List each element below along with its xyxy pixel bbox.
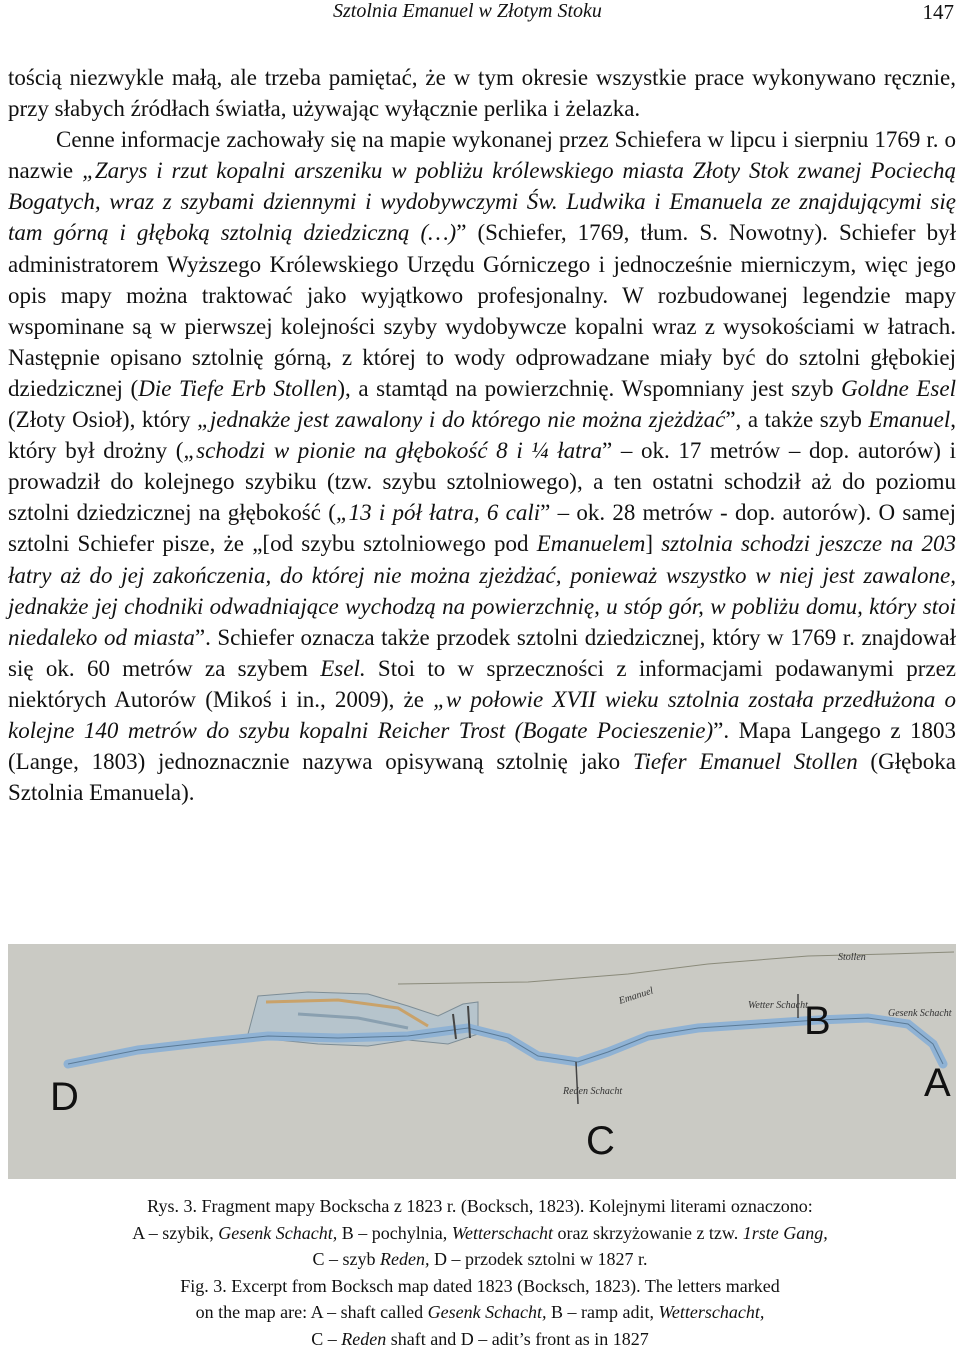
map-figure: [8, 944, 956, 1179]
caption-text: B – ramp adit,: [546, 1302, 659, 1322]
caption-term: Reden: [341, 1328, 387, 1349]
caption-term: 1rste Gang,: [742, 1222, 828, 1243]
quote-title: „Zarys i rzut kopalni arszeniku w pobliżu królewskiego miasta Złoty Stok zwanej Pociechą Bogatych, wraz z szybami dziennymi i wydobywczymi Św. Ludwika i Emanuela ze znajdującymi się tam górną i głęboką sztolnią dziedziczną (…): [8, 158, 956, 246]
caption-en-line-1: [0, 1273, 960, 1300]
page-number: 147: [922, 0, 954, 24]
page-header: [0, 0, 960, 30]
text-run: (Głęboka Sztolnia Emanuela).: [8, 749, 957, 806]
text-run: ” – ok. 28 metrów - dop. autorów). O samej sztolni Schiefer pisze, że „[od szybu sztolniowego pod: [8, 500, 956, 557]
term: Emanuel: [868, 407, 951, 433]
text-run: , który był drożny (: [8, 407, 957, 464]
term: Emanuelem: [536, 531, 646, 557]
text-run: ), a stamtąd na powierzchnię. Wspomniany jest szyb: [337, 375, 842, 401]
text-run: ”. Schiefer oznacza także przodek sztolni dziedzicznej, który w 1769 r. znajdował się ok. 60 metrów za szybem: [8, 624, 956, 681]
map-letter-a: A: [924, 1061, 951, 1105]
caption-term: Wetterschacht: [451, 1222, 554, 1243]
map-label-reden: Reden Schacht: [563, 1086, 623, 1097]
text-run: ”. Mapa Langego z 1803 (Lange, 1803) jednoznacznie nazywa opisywaną sztolnię jako: [8, 717, 956, 775]
paragraph-2: [8, 124, 956, 808]
caption-text: B – pochylnia,: [337, 1222, 452, 1243]
quote: sztolnia schodzi jeszcze na 203 łatry aż do jej zakończenia, do której nie można zjeżdżać, ponieważ wszystko w niej jest zawalone, jednakże jej chodniki odwadniające wychodzą na powierzchnię, u stóp gór, w pobliżu domu, który stoi niedaleko od miasta: [8, 531, 956, 650]
text-run: Cenne informacje zachowały się na mapie wykonanej przez Schiefera w lipcu i sierpniu 1769 r. o nazwie: [8, 127, 956, 184]
quote: „13 i pół łatra, 6 cali: [335, 500, 541, 526]
caption-en-line-2: [0, 1299, 960, 1326]
caption-text: A – szybik,: [132, 1222, 219, 1243]
text-run: ]: [645, 531, 662, 557]
map-image: [8, 944, 956, 1179]
map-label-gesenk: Gesenk Schacht: [888, 1008, 952, 1019]
caption-term: Gesenk Schacht,: [427, 1302, 547, 1322]
running-title: Sztolnia Emanuel w Złotym Stoku: [333, 0, 602, 22]
term: Esel.: [320, 655, 366, 681]
quote: „jednakże jest zawalony i do którego nie można zjeżdżać: [197, 407, 726, 433]
paragraph-1: [8, 62, 956, 124]
map-letter-c: C: [586, 1119, 615, 1163]
term: Tiefer Emanuel Stollen: [632, 749, 858, 775]
map-letter-b: B: [804, 999, 831, 1043]
map-letter-d: D: [50, 1075, 79, 1119]
text-run: ” – ok. 17 metrów – dop. autorów) i prowadził do kolejnego szybiku (tzw. szybu sztolniowego), a ten ostatni schodził aż do poziomu sztolni dziedzicznej na głębokość (: [8, 438, 956, 526]
caption-text: shaft and D – adit’s front as in 1827: [386, 1328, 649, 1349]
caption-pl-line-1: [0, 1193, 960, 1220]
caption-text: C –: [311, 1328, 342, 1349]
text-run: Stoi to w sprzeczności z informacjami podawanymi przez niektórych Autorów (Mikoś i in., 2009), że: [8, 655, 957, 712]
text-run: ” (Schiefer, 1769, tłum. S. Nowotny). Schiefer był administratorem Wyższego Królewskiego Urzędu Górniczego i jednocześnie mierniczym, więc jego opis mapy można traktować jako wyjątkowo profesjonalny. W rozbudowanej legendzie mapy wspominane są w pierwszej kolejności szyby wydobywcze kopalni wraz z wysokościami w łatrach. Następnie opisano sztolnię górną, z której to wody odprowadzane miały być do sztolni głębokiej dziedzicznej (: [8, 220, 956, 401]
caption-term: Reden,: [380, 1249, 430, 1269]
figure-caption: [0, 1193, 960, 1352]
map-label-gang: Stollen: [838, 952, 866, 963]
quote: „w połowie XVII wieku sztolnia została przedłużona o kolejne 140 metrów do szybu kopalni Reicher Trost (Bogate Pocieszenie): [8, 686, 956, 743]
caption-pl-line-2: [0, 1220, 960, 1247]
caption-text: on the map are: A – shaft called: [195, 1302, 428, 1322]
text-run: tością niezwykle małą, ale trzeba pamiętać, że w tym okresie wszystkie prace wykonywano ręcznie, przy słabych źródłach światła, używając wyłącznie perlika i żelazka.: [8, 65, 956, 122]
map-paper: [8, 944, 956, 1179]
caption-text: C – szyb: [312, 1249, 381, 1269]
quote: „schodzi w pionie na głębokość 8 i ¼ łatra: [183, 438, 602, 464]
caption-text: Fig. 3. Excerpt from Bocksch map dated 1823 (Bocksch, 1823). The letters marked: [180, 1275, 780, 1296]
term: Die Tiefe Erb Stollen: [138, 375, 338, 401]
map-label-emanuel: Emanuel: [617, 985, 655, 1007]
caption-text: Rys. 3. Fragment mapy Bockscha z 1823 r. (Bocksch, 1823). Kolejnymi literami oznaczono:: [147, 1196, 813, 1216]
term: Goldne Esel: [841, 375, 956, 401]
caption-pl-line-3: [0, 1246, 960, 1273]
caption-en-line-3: [0, 1326, 960, 1353]
map-label-wetter: Wetter Schacht: [748, 1000, 808, 1011]
caption-text: D – przodek sztolni w 1827 r.: [429, 1249, 648, 1269]
caption-term: Gesenk Schacht,: [218, 1222, 338, 1243]
text-run: ”, a także szyb: [725, 407, 869, 433]
caption-text: oraz skrzyżowanie z tzw.: [553, 1222, 743, 1243]
text-run: (Złoty Osioł), który: [8, 407, 198, 433]
body-text: [8, 62, 956, 808]
caption-term: Wetterschacht,: [658, 1302, 765, 1322]
